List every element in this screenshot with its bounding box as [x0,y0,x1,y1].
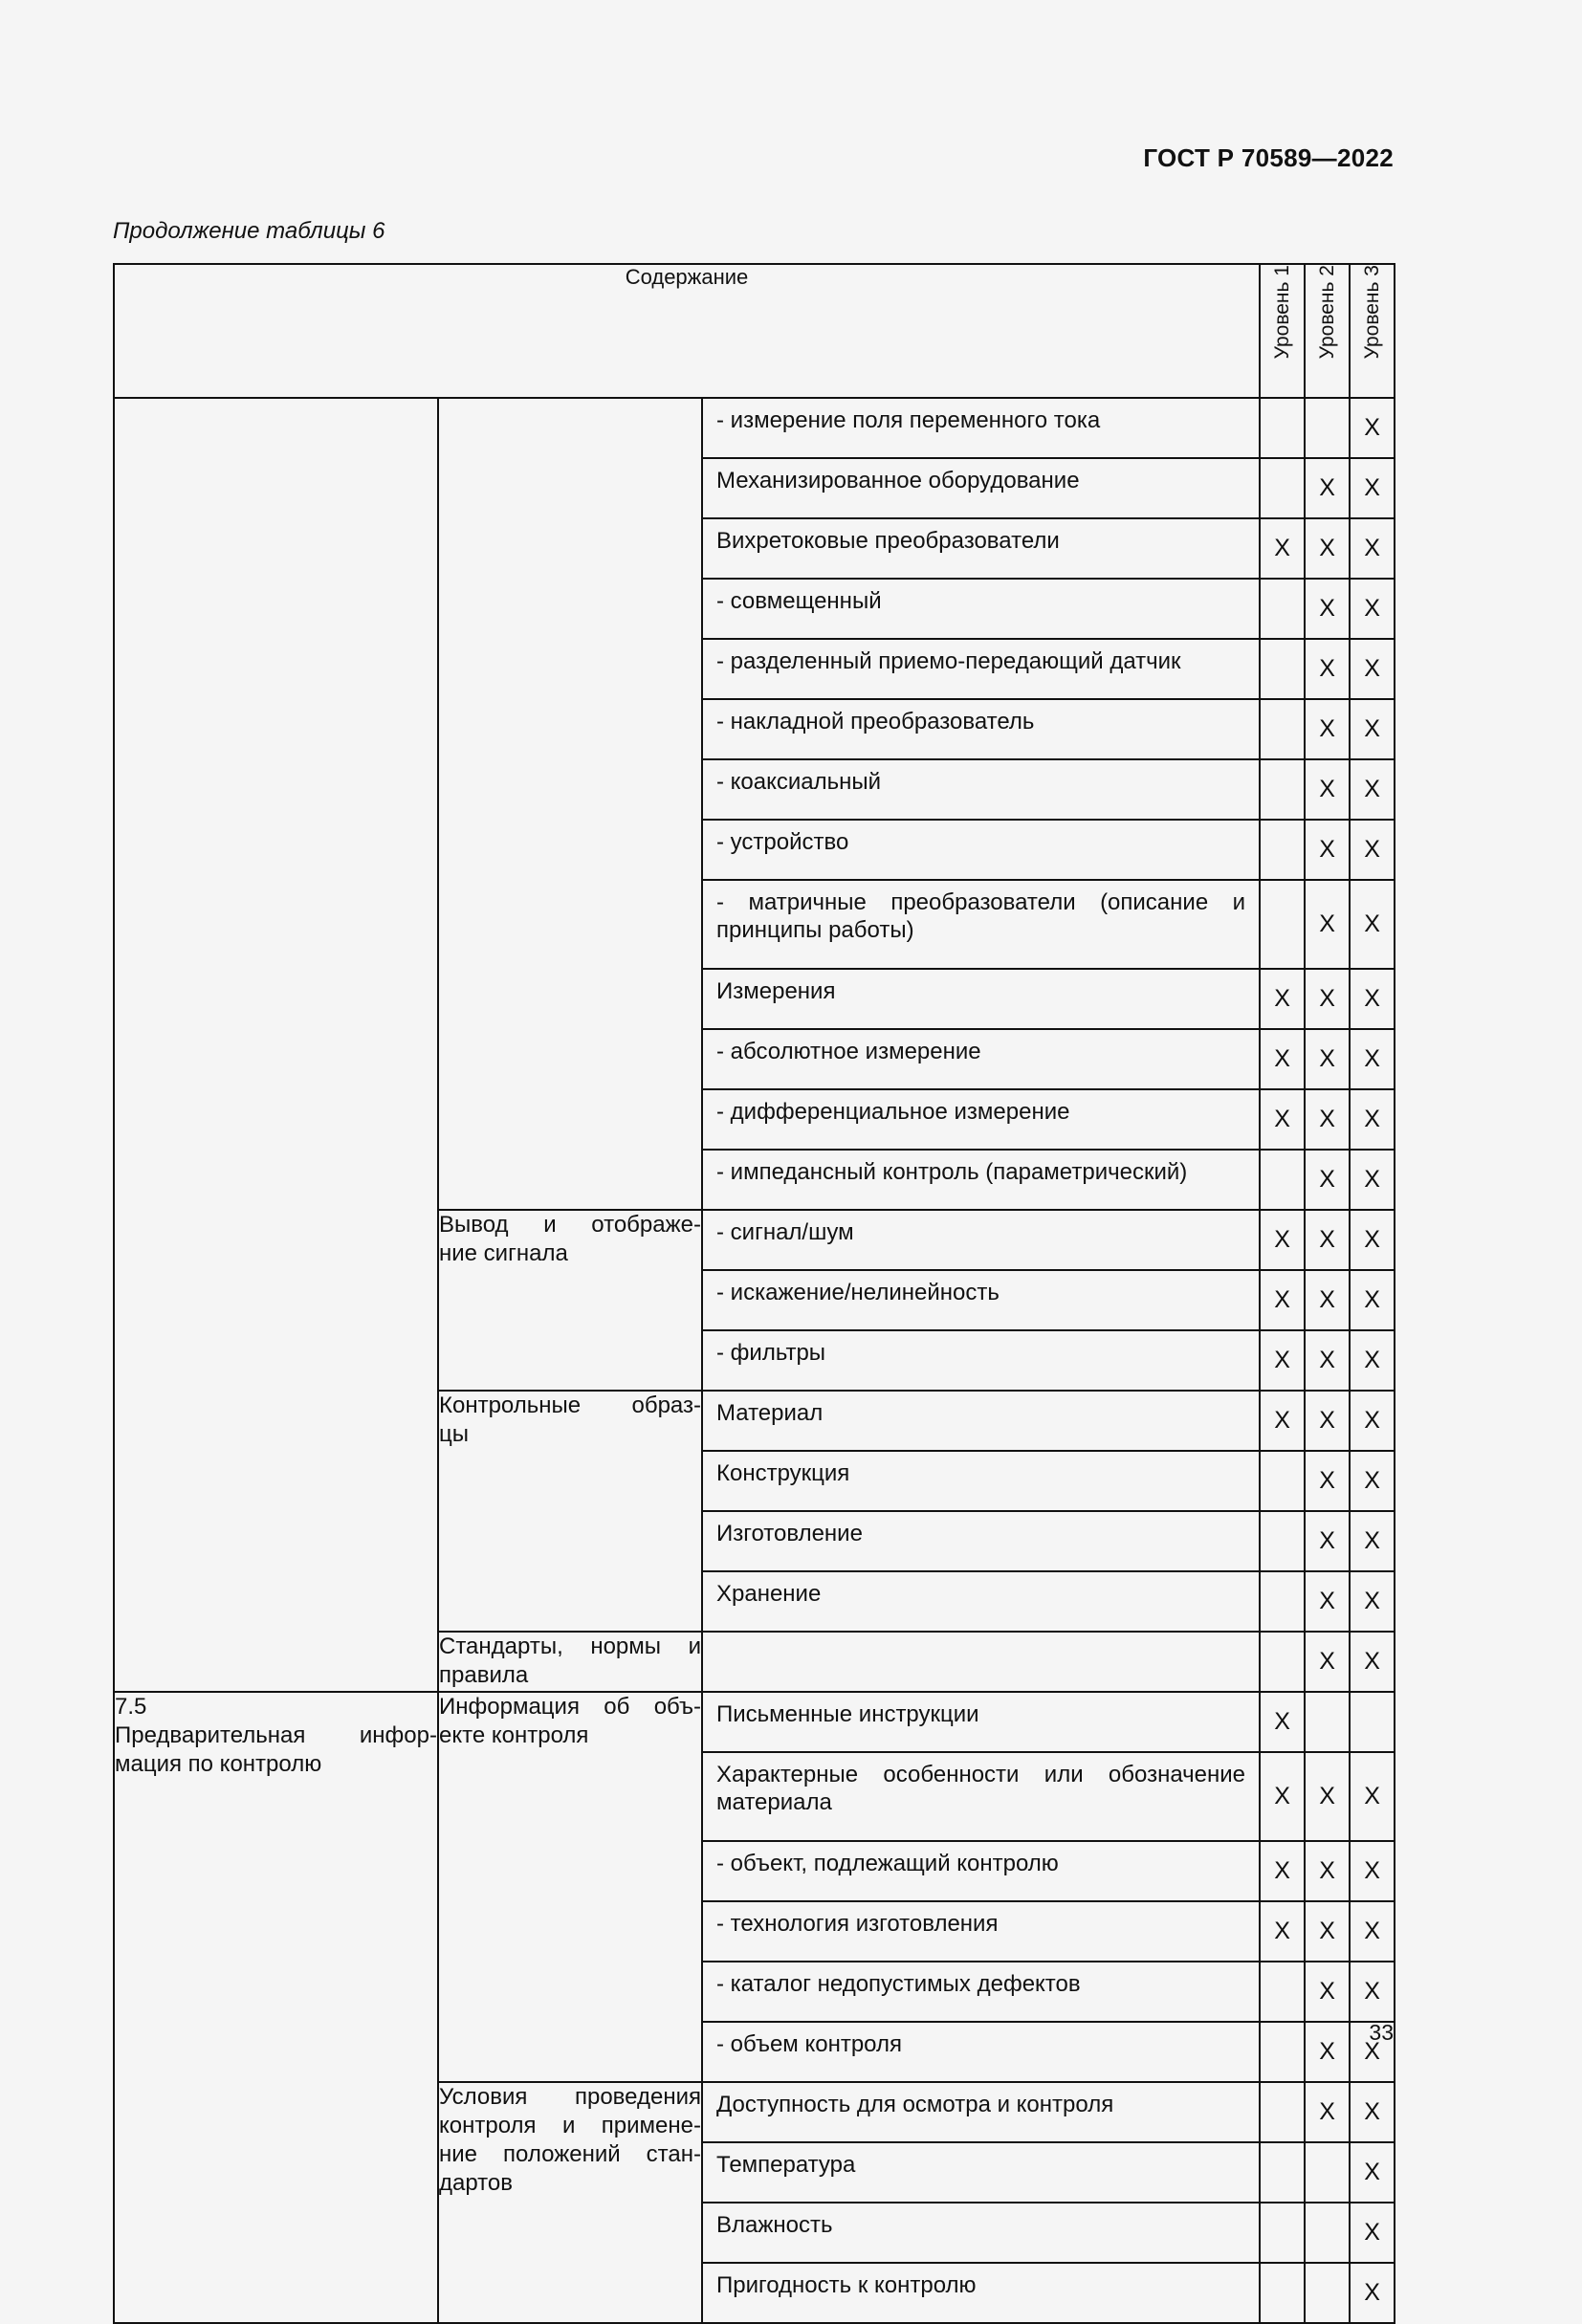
level-2-mark: X [1305,1089,1350,1150]
level-3-mark: X [1350,1451,1395,1511]
level-1-mark: X [1260,1752,1305,1841]
group-standards: Стандарты, нормы и правила [438,1632,702,1692]
item-text: - искажение/нелинейность [702,1270,1260,1330]
item-text: - абсолютное измерение [702,1029,1260,1089]
table-row [114,1692,1395,1752]
item-text: Механизированное оборудование [702,458,1260,518]
level-3-mark: X [1350,1571,1395,1632]
level-1-mark [1260,1150,1305,1210]
level-1-mark: X [1260,1841,1305,1901]
item-text: - фильтры [702,1330,1260,1391]
level-3-mark: X [1350,1632,1395,1692]
table-header-row [114,264,1395,398]
level-2-mark: X [1305,820,1350,880]
level-3-mark: X [1350,1270,1395,1330]
level-1-mark: X [1260,1692,1305,1752]
item-text: Конструкция [702,1451,1260,1511]
level-1-mark [1260,579,1305,639]
item-text: - устройство [702,820,1260,880]
level-3-mark: X [1350,1029,1395,1089]
section-title-line1: Предварительная инфор- [115,1722,437,1748]
header-level-3: Уровень 3 [1350,264,1395,398]
item-text: Измерения [702,969,1260,1029]
level-2-mark: X [1305,1451,1350,1511]
level-1-mark [1260,2082,1305,2142]
level-1-mark: X [1260,1901,1305,1962]
section-cell-continued [114,398,438,1692]
item-text: - объем контроля [702,2022,1260,2082]
level-2-mark: X [1305,1150,1350,1210]
level-3-mark: X [1350,1901,1395,1962]
item-text: Доступность для осмотра и контроля [702,2082,1260,2142]
level-1-mark: X [1260,1391,1305,1451]
level-3-mark: X [1350,1752,1395,1841]
level-1-mark [1260,2263,1305,2323]
level-3-mark: X [1350,1089,1395,1150]
level-2-mark: X [1305,759,1350,820]
level-1-mark [1260,639,1305,699]
level-2-mark: X [1305,699,1350,759]
level-3-mark: X [1350,1841,1395,1901]
section-number: 7.5 [115,1694,147,1720]
level-2-mark: X [1305,2082,1350,2142]
item-text: - технология изготовления [702,1901,1260,1962]
level-1-mark [1260,699,1305,759]
level-3-mark: X [1350,2142,1395,2203]
level-2-mark: X [1305,458,1350,518]
level-2-mark: X [1305,1029,1350,1089]
level-1-mark: X [1260,969,1305,1029]
item-text: - коаксиальный [702,759,1260,820]
item-text: Влажность [702,2203,1260,2263]
level-1-mark [1260,1571,1305,1632]
item-text: - матричные преобразователи (описание и принципы работы) [702,880,1260,969]
level-3-mark: X [1350,1391,1395,1451]
level-3-mark: X [1350,2082,1395,2142]
level-1-mark [1260,1962,1305,2022]
level-1-mark [1260,1451,1305,1511]
level-1-mark [1260,2203,1305,2263]
level-1-mark [1260,2142,1305,2203]
item-text [702,1632,1260,1692]
level-1-mark [1260,880,1305,969]
header-level-2: Уровень 2 [1305,264,1350,398]
item-text: Пригодность к контролю [702,2263,1260,2323]
level-3-mark: X [1350,518,1395,579]
level-2-mark: X [1305,1511,1350,1571]
level-1-mark [1260,1511,1305,1571]
level-1-mark [1260,2022,1305,2082]
item-text: Изготовление [702,1511,1260,1571]
level-1-mark [1260,820,1305,880]
level-3-mark: X [1350,2263,1395,2323]
level-2-mark: X [1305,579,1350,639]
item-text: - накладной преобразователь [702,699,1260,759]
item-text: - измерение поля переменного тока [702,398,1260,458]
level-2-mark: X [1305,880,1350,969]
table-caption: Продолжение таблицы 6 [113,218,385,244]
level-2-mark: X [1305,969,1350,1029]
level-3-mark: X [1350,699,1395,759]
level-2-mark: X [1305,1391,1350,1451]
header-level-1: Уровень 1 [1260,264,1305,398]
requirements-table [113,263,1395,2324]
level-1-mark [1260,398,1305,458]
header-content: Содержание [114,264,1260,398]
level-3-mark: X [1350,458,1395,518]
level-3-mark: X [1350,969,1395,1029]
item-text: Температура [702,2142,1260,2203]
level-3-mark: X [1350,398,1395,458]
page-number: 33 [1369,2020,1394,2045]
item-text: - совмещенный [702,579,1260,639]
level-2-mark: X [1305,639,1350,699]
group-object-information: Информация об объ- екте контроля [438,1692,702,2082]
group-reference-samples: Контрольные образ- цы [438,1391,702,1632]
level-2-mark: X [1305,1752,1350,1841]
section-7-5 [114,1692,438,2323]
level-1-mark [1260,458,1305,518]
group-signal-output: Вывод и отображе- ние сигнала [438,1210,702,1391]
table-row [114,398,1395,458]
item-text: Характерные особенности или обозначение материала [702,1752,1260,1841]
level-2-mark [1305,2263,1350,2323]
item-text: - сигнал/шум [702,1210,1260,1270]
level-3-mark: X [1350,1150,1395,1210]
document-code: ГОСТ Р 70589—2022 [1143,143,1394,172]
level-3-mark: X [1350,2203,1395,2263]
group-cell-continued [438,398,702,1210]
item-text: Хранение [702,1571,1260,1632]
level-2-mark: X [1305,1632,1350,1692]
level-1-mark: X [1260,1029,1305,1089]
level-3-mark: X [1350,1962,1395,2022]
level-2-mark [1305,1692,1350,1752]
level-1-mark: X [1260,1089,1305,1150]
level-1-mark [1260,1632,1305,1692]
item-text: - объект, подлежащий контролю [702,1841,1260,1901]
level-3-mark: X [1350,639,1395,699]
level-3-mark: X [1350,820,1395,880]
level-3-mark: X [1350,1210,1395,1270]
level-3-mark [1350,1692,1395,1752]
level-2-mark: X [1305,1571,1350,1632]
level-2-mark: X [1305,2022,1350,2082]
level-1-mark: X [1260,1330,1305,1391]
level-3-mark: X [1350,1330,1395,1391]
level-2-mark [1305,2142,1350,2203]
item-text: - дифференциальное измерение [702,1089,1260,1150]
level-2-mark: X [1305,1330,1350,1391]
level-2-mark [1305,2203,1350,2263]
item-text: - каталог недопустимых дефектов [702,1962,1260,2022]
item-text: Вихретоковые преобразователи [702,518,1260,579]
level-1-mark [1260,759,1305,820]
level-1-mark: X [1260,1210,1305,1270]
item-text: Материал [702,1391,1260,1451]
level-3-mark: X [1350,579,1395,639]
section-title-line2: мация по контролю [115,1751,322,1777]
level-2-mark: X [1305,1210,1350,1270]
level-2-mark: X [1305,1270,1350,1330]
level-2-mark: X [1305,518,1350,579]
level-3-mark: X [1350,880,1395,969]
level-3-mark: X [1350,1511,1395,1571]
level-2-mark [1305,398,1350,458]
item-text: - импедансный контроль (параметрический) [702,1150,1260,1210]
item-text: Письменные инструкции [702,1692,1260,1752]
level-2-mark: X [1305,1901,1350,1962]
level-2-mark: X [1305,1962,1350,2022]
group-test-conditions: Условия проведения контроля и примене- ние положений стан- дартов [438,2082,702,2323]
level-1-mark: X [1260,1270,1305,1330]
level-2-mark: X [1305,1841,1350,1901]
level-1-mark: X [1260,518,1305,579]
item-text: - разделенный приемо-передающий датчик [702,639,1260,699]
level-3-mark: X [1350,2022,1395,2082]
level-3-mark: X [1350,759,1395,820]
